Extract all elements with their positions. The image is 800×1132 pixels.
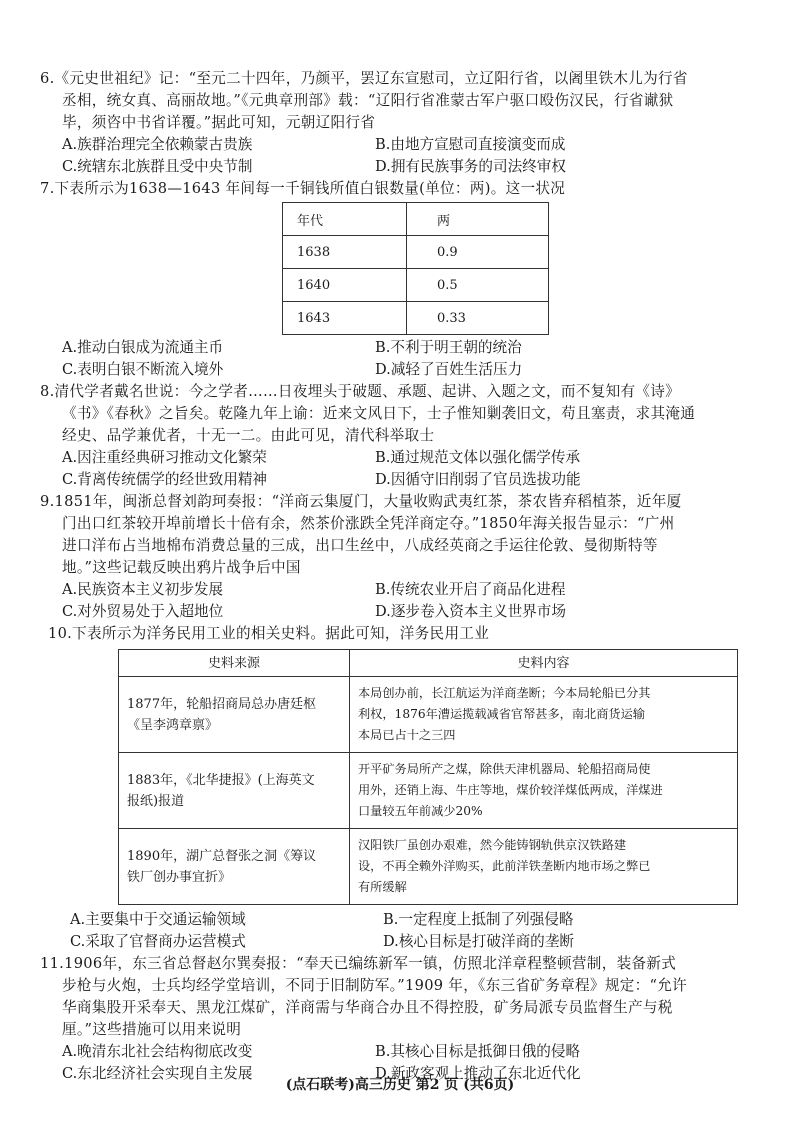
- question-stem-line: 丞相，统女真、高丽故地。”《元典章刑部》载：“辽阳行省准蒙古军户驱口殴伤汉民，行省谳狱: [62, 92, 674, 109]
- question-stem-line: 地。”这些记载反映出鸦片战争后中国: [62, 559, 301, 576]
- question-11: [40, 953, 742, 1085]
- table-header-cell: 史料来源: [119, 650, 350, 677]
- option-c[interactable]: C.采取了官督商办运营模式: [70, 933, 246, 950]
- table-row: [283, 236, 549, 269]
- question-stem-line: 9.1851年，闽浙总督刘韵珂奏报：“洋商云集厦门，大量收购武夷红茶，茶农皆弃稻植茶，近年厦: [40, 493, 682, 510]
- option-b[interactable]: B.不利于明王朝的统治: [375, 339, 522, 356]
- options: [62, 579, 742, 623]
- option-b[interactable]: B.由地方宣慰司直接演变而成: [375, 136, 566, 153]
- question-9: [40, 491, 742, 623]
- cell-line: 利权，1876年漕运揽载减省官帑甚多，南北商货运输: [358, 707, 645, 721]
- cell-line: 本局已占十之三四: [358, 728, 456, 742]
- option-c[interactable]: C.东北经济社会实现自主发展: [62, 1065, 253, 1082]
- cell-line: 报纸)报道: [127, 793, 185, 809]
- silver-value-table: [282, 202, 549, 335]
- page-footer: (点石联考)高三历史 第2 页 (共6页): [285, 1077, 515, 1093]
- option-b[interactable]: B.传统农业开启了商品化进程: [375, 581, 566, 598]
- option-b[interactable]: B.通过规范文体以强化儒学传承: [375, 449, 581, 466]
- option-d[interactable]: D.拥有民族事务的司法终审权: [375, 158, 566, 175]
- yangwu-sources-table: [118, 649, 738, 905]
- table-cell: 1638: [283, 236, 407, 269]
- question-stem-line: 进口洋布占当地棉布消费总量的三成，出口生丝中，八成经英商之手运往伦敦、曼彻斯特等: [62, 537, 658, 554]
- option-c[interactable]: C.统辖东北族群且受中央节制: [62, 158, 253, 175]
- content-cell: [350, 829, 738, 905]
- options: [62, 134, 742, 178]
- cell-line: 有所缓解: [358, 880, 407, 894]
- cell-line: 1890年，湖广总督张之洞《筹议: [127, 848, 317, 864]
- option-a[interactable]: A.主要集中于交通运输领域: [70, 911, 246, 928]
- table-row: [119, 753, 738, 829]
- table-cell: 1643: [283, 302, 407, 335]
- content-cell: [350, 753, 738, 829]
- question-10: [48, 623, 742, 953]
- question-stem-line: 8.清代学者戴名世说：今之学者……日夜埋头于破题、承题、起讲、入题之文，而不复知有《诗》: [40, 383, 681, 400]
- table-cell: 0.9: [407, 236, 549, 269]
- question-stem-line: 厘。”这些措施可以用来说明: [62, 1021, 242, 1038]
- option-c[interactable]: C.背离传统儒学的经世致用精神: [62, 471, 268, 488]
- question-stem-line: 6.《元史世祖纪》记：“至元二十四年，乃颜平，罢辽东宣慰司，立辽阳行省，以阇里铁木儿为行省: [40, 70, 688, 87]
- table-row: [119, 677, 738, 753]
- option-b[interactable]: B.其核心目标是抵御日俄的侵略: [375, 1043, 581, 1060]
- cell-line: 1883年，《北华捷报》(上海英文: [127, 772, 315, 788]
- question-stem-line: 毕，须咨中书省详覆。”据此可知，元朝辽阳行省: [62, 114, 376, 131]
- option-d[interactable]: D.减轻了百姓生活压力: [375, 361, 523, 378]
- table-header-cell: 两: [407, 203, 549, 236]
- option-d[interactable]: D.核心目标是打破洋商的垄断: [383, 933, 574, 950]
- option-d[interactable]: D.因循守旧削弱了官员选拔功能: [375, 471, 581, 488]
- table-row: [283, 302, 549, 335]
- options: [62, 447, 742, 491]
- source-cell: [119, 753, 350, 829]
- table-header-row: [119, 650, 738, 677]
- cell-line: 1877年，轮船招商局总办唐廷枢: [127, 696, 317, 712]
- question-stem-line: 经史、品学兼优者，十无一二。由此可见，清代科举取士: [62, 427, 435, 444]
- question-stem-line: 步枪与火炮，士兵均经学堂培训，不同于旧制防军。”1909 年，《东三省矿务章程》规定：“允许: [62, 977, 688, 994]
- cell-line: 《呈李鸿章禀》: [127, 717, 219, 733]
- question-7: [40, 178, 742, 381]
- option-a[interactable]: A.民族资本主义初步发展: [62, 581, 224, 598]
- question-8: [40, 381, 742, 491]
- option-d[interactable]: D.新政客观上推动了东北近代化: [375, 1065, 581, 1082]
- table-cell: 1640: [283, 269, 407, 302]
- table-row: [283, 269, 549, 302]
- table-row: [119, 829, 738, 905]
- question-stem-line: 7.下表所示为1638—1643 年间每一千铜钱所值白银数量(单位：两)。这一状况: [40, 180, 566, 197]
- cell-line: 口量较五年前减少20%: [358, 804, 483, 818]
- option-a[interactable]: A.因注重经典研习推动文化繁荣: [62, 449, 267, 466]
- question-stem-line: 华商集股开采奉天、黑龙江煤矿，洋商需与华商合办且不得控股，矿务局派专员监督生产与税: [62, 999, 673, 1016]
- option-a[interactable]: A.族群治理完全依赖蒙古贵族: [62, 136, 253, 153]
- question-stem-line: 《书》《春秋》之旨矣。乾隆九年上谕：近来文风日下，士子惟知剿袭旧文，苟且塞责，求其淹通: [62, 405, 696, 422]
- cell-line: 铁厂创办事宜折》: [127, 869, 232, 885]
- table-header-cell: 史料内容: [350, 650, 738, 677]
- option-d[interactable]: D.逐步卷入资本主义世界市场: [375, 603, 566, 620]
- question-stem-line: 11.1906年，东三省总督赵尔巽奏报：“奉天已编练新军一镇，仿照北洋章程整顿营制，装备新式: [40, 955, 677, 972]
- cell-line: 开平矿务局所产之煤，除供天津机器局、轮船招商局使: [358, 762, 651, 776]
- table-header-cell: 年代: [283, 203, 407, 236]
- cell-line: 用外，还销上海、牛庄等地，煤价较洋煤低两成，洋煤进: [358, 783, 663, 797]
- exam-page: [40, 68, 742, 1085]
- option-b[interactable]: B.一定程度上抵制了列强侵略: [383, 911, 574, 928]
- table-cell: 0.5: [407, 269, 549, 302]
- cell-line: 汉阳铁厂虽创办艰难，然今能铸钢轨供京汉铁路建: [358, 838, 627, 852]
- cell-line: 本局创办前，长江航运为洋商垄断；今本局轮船已分其: [358, 686, 651, 700]
- option-a[interactable]: A.晚清东北社会结构彻底改变: [62, 1043, 253, 1060]
- question-6: [40, 68, 742, 178]
- question-stem-line: 门出口红茶较开埠前增长十倍有余，然茶价涨跌全凭洋商定夺。”1850年海关报告显示：“广州: [62, 515, 675, 532]
- source-cell: [119, 677, 350, 753]
- cell-line: 设，不再全赖外洋购买，此前洋铁垄断内地市场之弊已: [358, 859, 651, 873]
- source-cell: [119, 829, 350, 905]
- options: [62, 909, 742, 953]
- question-stem-line: 10.下表所示为洋务民用工业的相关史料。据此可知，洋务民用工业: [48, 625, 490, 642]
- options: [62, 337, 742, 381]
- option-c[interactable]: C.对外贸易处于入超地位: [62, 603, 224, 620]
- table-header-row: [283, 203, 549, 236]
- option-c[interactable]: C.表明白银不断流入境外: [62, 361, 224, 378]
- content-cell: [350, 677, 738, 753]
- table-cell: 0.33: [407, 302, 549, 335]
- option-a[interactable]: A.推动白银成为流通主币: [62, 339, 224, 356]
